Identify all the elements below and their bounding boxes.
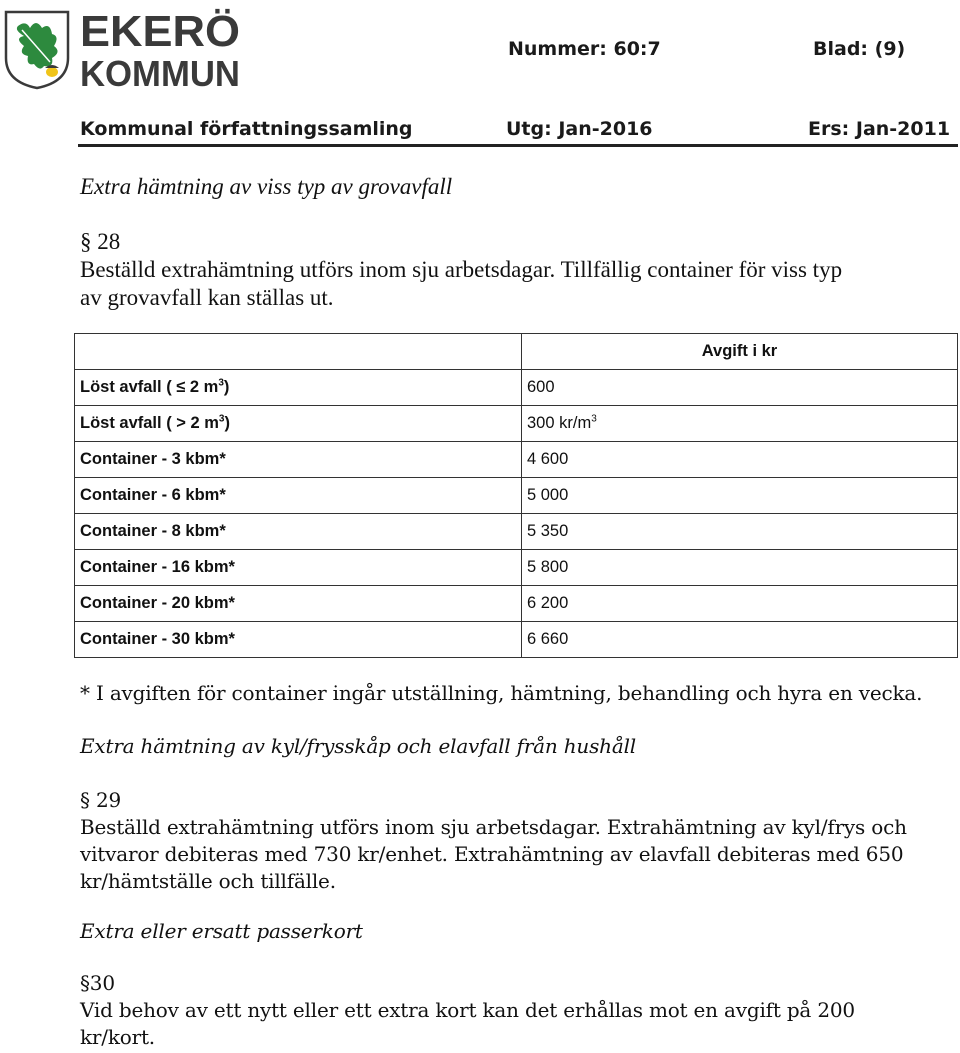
fee-row-label <box>75 370 522 406</box>
fee-row-value-text: 300 kr/m <box>527 414 592 432</box>
fee-row-value <box>522 622 958 658</box>
fee-row-value <box>522 406 958 442</box>
fee-row-label <box>75 442 522 478</box>
fee-row-value-text: 600 <box>527 378 555 396</box>
section-29-line-2: vitvaror debiteras med 730 kr/enhet. Extrahämtning av elavfall debiteras med 650 <box>80 842 904 866</box>
fee-row-value-text: 5 800 <box>527 558 569 576</box>
fee-row-label <box>75 478 522 514</box>
fee-table-footnote: * I avgiften för container ingår utställning, hämtning, behandling och hyra en vecka. <box>80 681 923 705</box>
fee-row-label-text: Container - 3 kbm* <box>80 450 226 468</box>
fee-row-label-text: Container - 6 kbm* <box>80 486 226 504</box>
fee-table-header-fee: Avgift i kr <box>522 334 958 370</box>
section-29-body <box>80 787 907 895</box>
section-29-line-1: Beställd extrahämtning utförs inom sju arbetsdagar. Extrahämtning av kyl/frys och <box>80 815 907 839</box>
fee-row-value <box>522 586 958 622</box>
fee-row-value <box>522 442 958 478</box>
fee-row-value-superscript: 3 <box>591 413 597 425</box>
fee-row-label-text: Container - 30 kbm* <box>80 630 235 648</box>
fee-row-label <box>75 550 522 586</box>
fee-row-label-superscript: 3 <box>218 413 225 425</box>
fee-table-row <box>75 622 958 658</box>
fee-row-label-suffix: ) <box>223 378 230 396</box>
document-number: Nummer: 60:7 <box>508 38 661 60</box>
fee-table-row <box>75 586 958 622</box>
fee-table-row <box>75 550 958 586</box>
fee-row-value <box>522 550 958 586</box>
fee-row-label-text: Container - 16 kbm* <box>80 558 235 576</box>
section-28-body <box>80 228 842 312</box>
fee-table-row <box>75 514 958 550</box>
section-30-number: §30 <box>80 971 115 995</box>
fee-table <box>74 333 958 658</box>
section-30-heading: Extra eller ersatt passerkort <box>80 919 363 943</box>
fee-row-value-text: 6 660 <box>527 630 569 648</box>
section-30-body <box>80 970 855 1051</box>
fee-row-label-text: Container - 8 kbm* <box>80 522 226 540</box>
issued-date: Utg: Jan-2016 <box>506 118 653 140</box>
fee-row-value-text: 5 350 <box>527 522 569 540</box>
section-28-number: § 28 <box>80 229 121 254</box>
fee-row-label <box>75 514 522 550</box>
fee-row-value <box>522 514 958 550</box>
logo-wordmark-line1: EKERÖ <box>80 7 240 56</box>
replaces-date: Ers: Jan-2011 <box>808 118 951 140</box>
fee-row-value <box>522 370 958 406</box>
fee-row-value-text: 6 200 <box>527 594 569 612</box>
fee-row-label-text: Container - 20 kbm* <box>80 594 235 612</box>
collection-title: Kommunal författningssamling <box>80 118 413 140</box>
fee-row-label <box>75 586 522 622</box>
page-indicator: Blad: (9) <box>813 38 906 60</box>
fee-row-value <box>522 478 958 514</box>
fee-table-row <box>75 478 958 514</box>
fee-row-label <box>75 406 522 442</box>
section-29-line-3: kr/hämtställe och tillfälle. <box>80 869 336 893</box>
ekero-kommun-logo <box>4 6 244 90</box>
fee-row-label <box>75 622 522 658</box>
fee-row-label-superscript: 3 <box>218 377 224 389</box>
fee-table-row <box>75 406 958 442</box>
section-30-line-2: kr/kort. <box>80 1025 155 1049</box>
fee-row-label-text: Löst avfall ( > 2 m <box>80 414 219 432</box>
section-28-heading: Extra hämtning av viss typ av grovavfall <box>80 174 453 199</box>
fee-row-value-text: 4 600 <box>527 450 569 468</box>
section-29-heading: Extra hämtning av kyl/frysskåp och elavfall från hushåll <box>80 734 636 758</box>
fee-table-header-row <box>75 334 958 370</box>
section-28-line-1: Beställd extrahämtning utförs inom sju arbetsdagar. Tillfällig container för viss typ <box>80 257 843 282</box>
fee-row-value-text: 5 000 <box>527 486 569 504</box>
fee-table-header-empty <box>75 334 522 370</box>
section-29-number: § 29 <box>80 788 122 812</box>
fee-row-label-suffix: ) <box>224 414 230 432</box>
section-30-line-1: Vid behov av ett nytt eller ett extra kort kan det erhållas mot en avgift på 200 <box>80 998 855 1022</box>
fee-table-row <box>75 370 958 406</box>
section-28-line-2: av grovavfall kan ställas ut. <box>80 285 334 310</box>
fee-table-row <box>75 442 958 478</box>
header-divider <box>78 144 958 147</box>
logo-wordmark-line2: KOMMUN <box>80 53 240 90</box>
fee-row-label-text: Löst avfall ( ≤ 2 m <box>80 378 219 396</box>
